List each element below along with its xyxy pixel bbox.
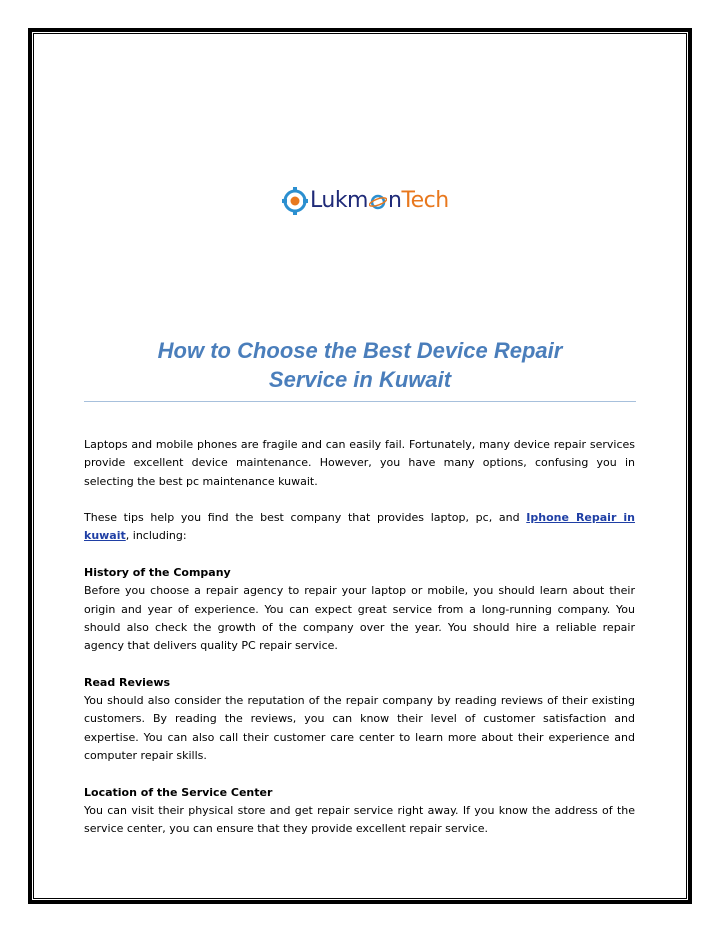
document-title-line1: How to Choose the Best Device Repair [157,338,563,363]
section-heading-location: Location of the Service Center [84,785,273,799]
logo-orbit-o-icon [369,192,387,210]
lukmantech-logo [282,184,449,218]
tips-paragraph [84,509,635,546]
section-body-history: Before you choose a repair agency to repair your laptop or mobile, you should learn about their origin and year of experience. You can expect great service from a long-running company. You should also check the growth of the company over the year. You should hire a reliable repair agency that delivers quality PC repair service. [84,584,635,653]
logo-text-part1: Lukm [310,188,368,213]
logo-text-part3: Tech [401,188,449,213]
logo-wordmark [310,190,449,212]
intro-paragraph: Laptops and mobile phones are fragile and can easily fail. Fortunately, many device repair services provide excellent device maintenance. However, you have many options, confusing you in selecting the best pc maintenance kuwait. [84,438,635,488]
tips-text-after: , including: [125,529,187,543]
gear-globe-icon [282,186,310,216]
title-divider [84,401,636,402]
section-heading-history: History of the Company [84,566,231,580]
section-body-location: You can visit their physical store and get repair service right away. If you know the address of the service center, you can ensure that they provide excellent repair service. [84,803,635,836]
tips-text-before: These tips help you find the best company that provides laptop, pc, and [84,511,527,525]
document-title-line2: Service in Kuwait [268,367,452,392]
article-body [84,436,635,839]
section-body-reviews: You should also consider the reputation of the repair company by reading reviews of their existing customers. By reading the reviews, you can know their level of customer satisfaction and expertise. You can also call their customer care center to learn more about their experience and computer repair skills. [84,694,635,763]
logo-text-part2: n [387,188,402,213]
iphone-repair-link[interactable]: Iphone Repair in kuwait [84,511,635,543]
document-title [84,336,636,394]
section-heading-reviews: Read Reviews [84,675,171,689]
